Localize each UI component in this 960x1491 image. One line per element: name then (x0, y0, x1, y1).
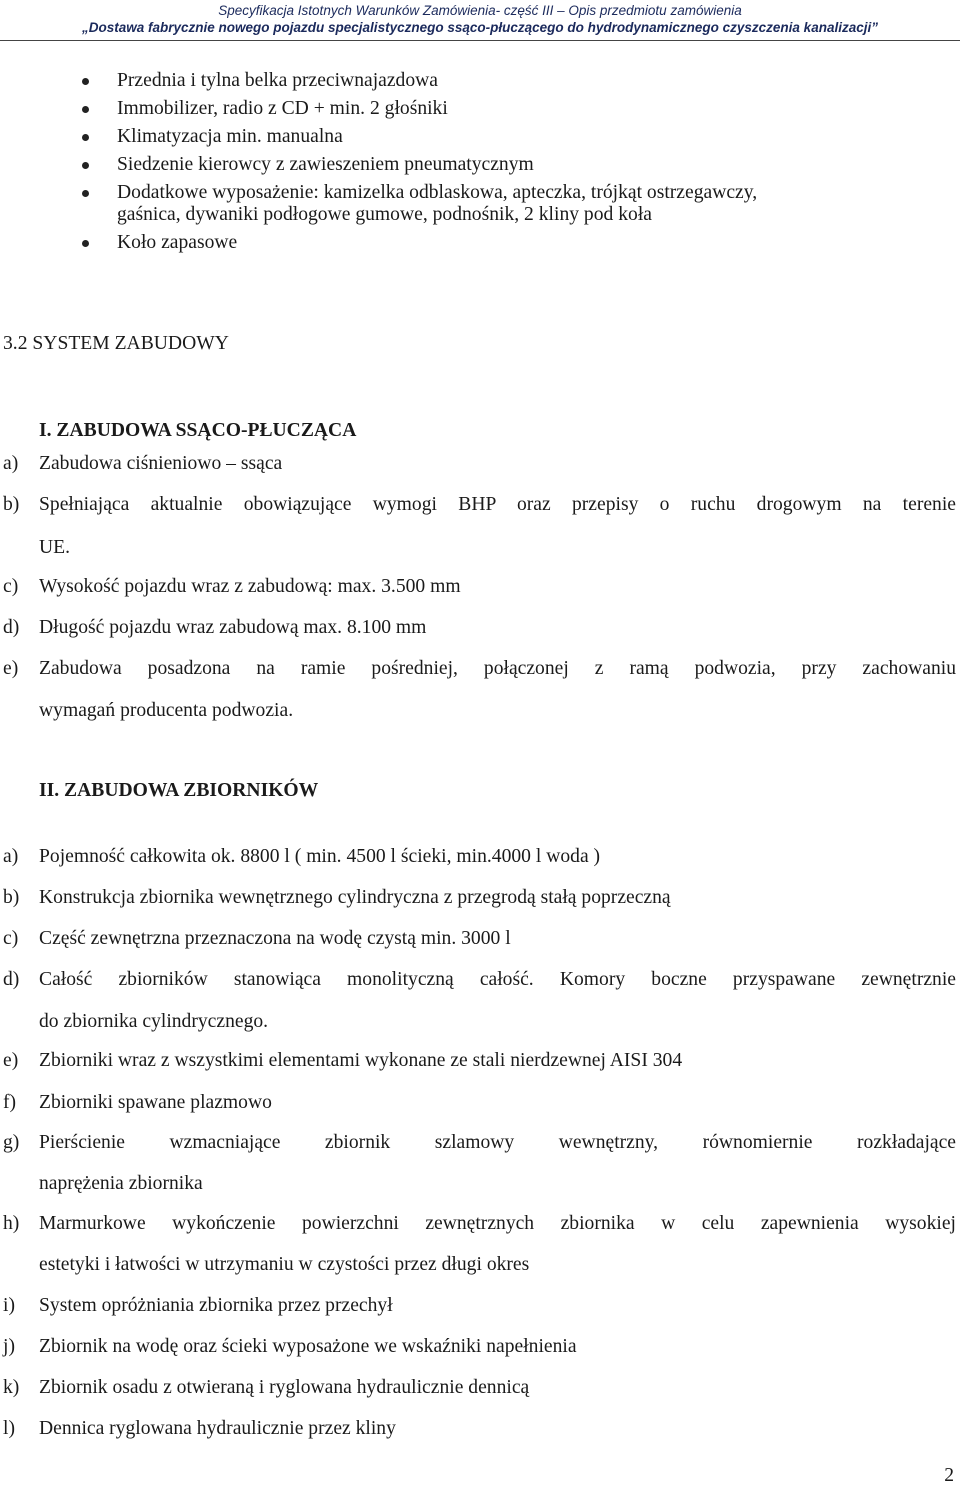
bullet-icon (82, 134, 89, 141)
bullet-icon (82, 240, 89, 247)
header-divider (0, 40, 960, 41)
list-item: Koło zapasowe (0, 232, 960, 254)
bullet-icon (82, 106, 89, 113)
bullet-icon (82, 190, 89, 197)
list-item: Immobilizer, radio z CD + min. 2 głośniki (0, 98, 960, 120)
list-item: Klimatyzacja min. manualna (0, 126, 960, 148)
subsection-title-zabudowa-zbiornikow: II. ZABUDOWA ZBIORNIKÓW (39, 780, 319, 801)
list-item: Siedzenie kierowcy z zawieszeniem pneumatycznym (0, 154, 960, 176)
subsection-title-zabudowa-ssaco-pluczaca: I. ZABUDOWA SSĄCO-PŁUCZĄCA (39, 420, 357, 441)
page-number: 2 (944, 1465, 954, 1486)
bullet-icon (82, 78, 89, 85)
section-title: 3.2 SYSTEM ZABUDOWY (3, 333, 229, 354)
bullet-icon (82, 162, 89, 169)
header-subtitle: „Dostawa fabrycznie nowego pojazdu specjalistycznego ssąco-płuczącego do hydrodynamicznego czyszczenia kanalizacji” (82, 20, 878, 35)
list-item: Dodatkowe wyposażenie: kamizelka odblaskowa, apteczka, trójkąt ostrzegawczy, (0, 182, 960, 204)
list-item-continuation: gaśnica, dywaniki podłogowe gumowe, podnośnik, 2 kliny pod koła (117, 204, 652, 225)
equipment-bullet-list (0, 70, 960, 260)
list-item: Przednia i tylna belka przeciwnajazdowa (0, 70, 960, 92)
header-title: Specyfikacja Istotnych Warunków Zamówienia- część III – Opis przedmiotu zamówienia (218, 3, 742, 18)
